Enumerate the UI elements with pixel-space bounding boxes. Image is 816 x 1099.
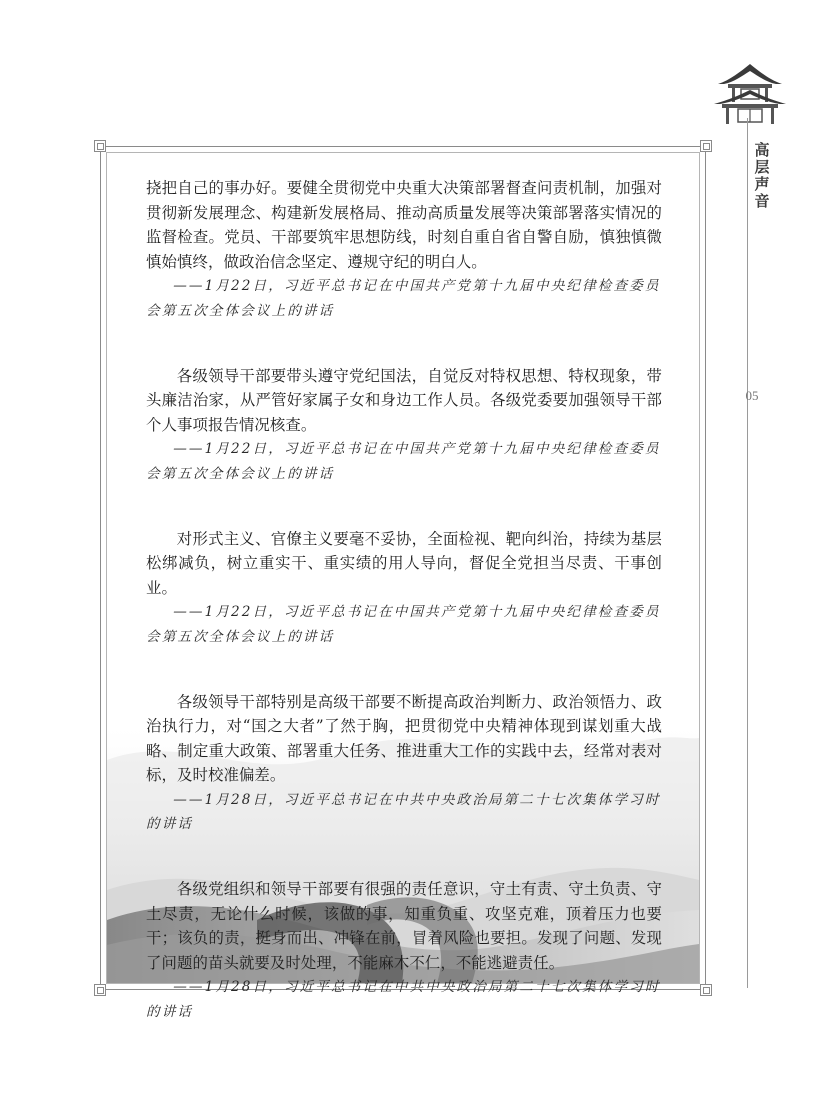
- quote-text: 各级领导干部要带头遵守党纪国法，自觉反对特权思想、特权现象，带头廉洁治家，从严管好家属子女和身边工作人员。各级党委要加强领导干部个人事项报告情况核查。: [146, 366, 662, 434]
- frame-corner-ornament: [94, 140, 106, 152]
- quote-text: 各级党组织和领导干部要有很强的责任意识，守土有责、守土负责、守土尽责，无论什么时候，该做的事，知重负重、攻坚克难，顶着压力也要干；该负的责，挺身而出、冲锋在前，冒着风险也要担。发现了问题、发现了问题的苗头就要及时处理，不能麻木不仁，不能逃避责任。: [146, 880, 662, 972]
- quote-passage: [146, 364, 662, 487]
- quote-text: 对形式主义、官僚主义要毫不妥协，全面检视、靶向纠治，持续为基层松绑减负，树立重实干、重实绩的用人导向，督促全党担当尽责、干事创业。: [146, 529, 662, 597]
- quote-passage: [146, 877, 662, 1025]
- page-number: 05: [745, 388, 759, 403]
- frame-corner-ornament: [94, 984, 106, 996]
- quote-passage: [146, 690, 662, 838]
- section-title: 高层声音: [754, 141, 770, 210]
- quote-source: ——1月28日，习近平总书记在中共中央政治局第二十七次集体学习时的讲话: [146, 791, 661, 833]
- quote-source: ——1月22日，习近平总书记在中国共产党第十九届中央纪律检查委员会第五次全体会议上的讲话: [146, 278, 661, 319]
- quote-passage: [146, 527, 662, 650]
- frame-corner-ornament: [700, 140, 712, 152]
- content-area: [146, 176, 662, 1025]
- frame-corner-ornament: [700, 984, 712, 996]
- pavilion-icon: [714, 60, 786, 126]
- quote-text: 各级领导干部特别是高级干部要不断提高政治判断力、政治领悟力、政治执行力，对“国之大者”了然于胸，把贯彻党中央精神体现到谋划重大战略、制定重大政策、部署重大任务、推进重大工作的实践中去，经常对表对标，及时校准偏差。: [146, 692, 662, 785]
- quote-source: ——1月28日，习近平总书记在中共中央政治局第二十七次集体学习时的讲话: [146, 979, 661, 1021]
- quote-passage: [146, 176, 662, 324]
- quote-text: 挠把自己的事办好。要健全贯彻党中央重大决策部署督查问责机制，加强对贯彻新发展理念、构建新发展格局、推动高质量发展等决策部署落实情况的监督检查。党员、干部要筑牢思想防线，时刻自重自省自警自励，慎独慎微慎始慎终，做政治信念坚定、遵规守纪的明白人。: [146, 179, 662, 271]
- sidebar-divider: [747, 118, 748, 988]
- quote-source: ——1月22日，习近平总书记在中国共产党第十九届中央纪律检查委员会第五次全体会议上的讲话: [146, 441, 661, 482]
- quote-source: ——1月22日，习近平总书记在中国共产党第十九届中央纪律检查委员会第五次全体会议上的讲话: [146, 604, 661, 645]
